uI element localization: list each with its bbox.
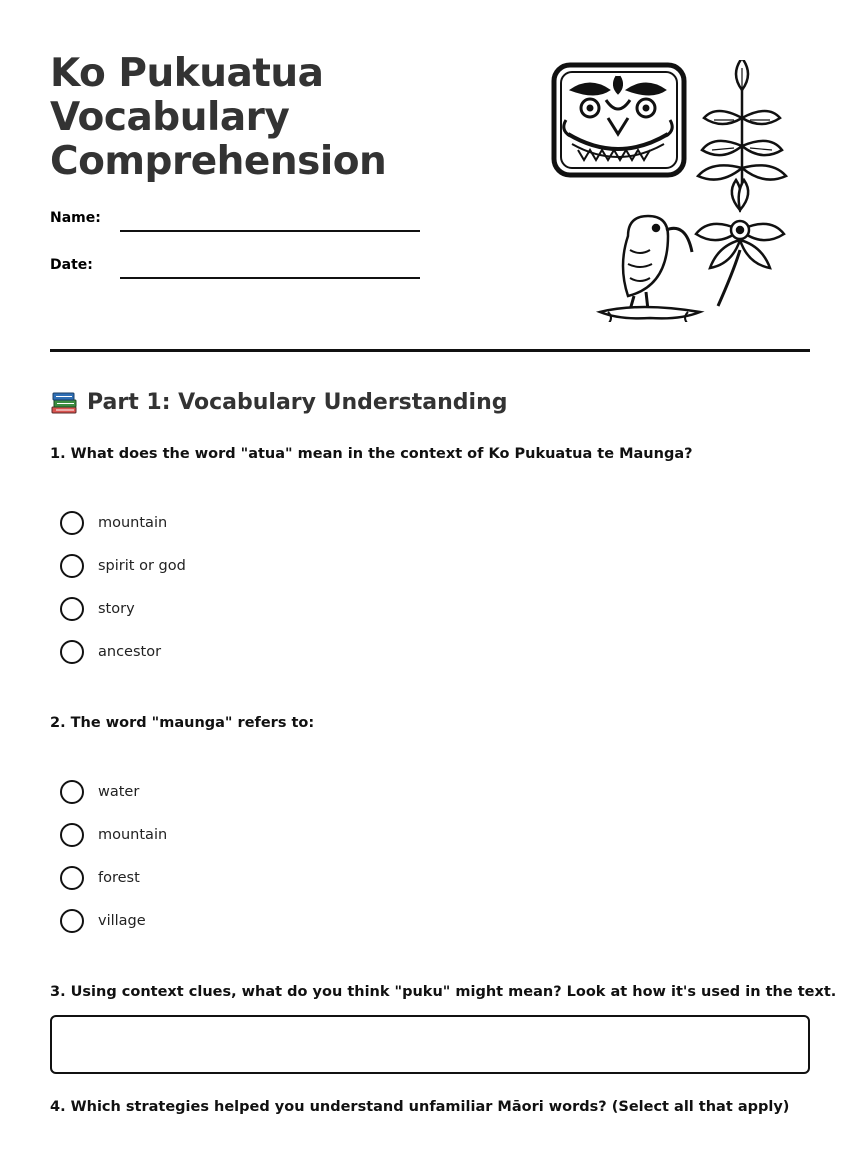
option-label: mountain <box>98 515 168 531</box>
header-divider <box>50 349 810 352</box>
name-field[interactable] <box>50 210 430 240</box>
part1-title: Part 1: Vocabulary Understanding <box>87 389 508 415</box>
option-label: story <box>98 601 135 617</box>
fern-leaf-icon <box>698 60 786 190</box>
option-label: ancestor <box>98 644 162 660</box>
q2-option-1[interactable] <box>60 779 139 805</box>
date-field[interactable] <box>50 257 430 287</box>
worksheet-title <box>50 52 510 184</box>
radio-button[interactable] <box>60 554 84 578</box>
question-1: 1. What does the word "atua" mean in the context of Ko Pukuatua te Maunga? <box>50 446 693 462</box>
radio-button[interactable] <box>60 866 84 890</box>
q1-option-3[interactable] <box>60 596 135 622</box>
illustration-group <box>548 60 798 322</box>
question-3: 3. Using context clues, what do you think "puku" might mean? Look at how it's used in the text. <box>50 984 837 1000</box>
option-label: water <box>98 784 140 800</box>
title-line-2: Vocabulary <box>50 95 290 140</box>
q1-option-2[interactable] <box>60 553 186 579</box>
radio-button[interactable] <box>60 511 84 535</box>
radio-button[interactable] <box>60 780 84 804</box>
title-line-3: Comprehension <box>50 139 387 184</box>
name-label: Name: <box>50 210 101 226</box>
books-icon <box>50 389 78 415</box>
q1-option-1[interactable] <box>60 510 167 536</box>
name-line[interactable] <box>120 230 420 232</box>
part1-heading <box>50 389 508 415</box>
option-label: village <box>98 913 146 929</box>
question-2: 2. The word "maunga" refers to: <box>50 715 315 731</box>
q2-option-2[interactable] <box>60 822 167 848</box>
kiwi-bird-icon <box>600 216 700 322</box>
date-line[interactable] <box>120 277 420 279</box>
option-label: spirit or god <box>98 558 186 574</box>
q1-option-4[interactable] <box>60 639 161 665</box>
option-label: mountain <box>98 827 168 843</box>
radio-button[interactable] <box>60 640 84 664</box>
q2-option-4[interactable] <box>60 908 146 934</box>
radio-button[interactable] <box>60 909 84 933</box>
q2-option-3[interactable] <box>60 865 140 891</box>
title-line-1: Ko Pukuatua <box>50 51 324 96</box>
option-label: forest <box>98 870 140 886</box>
flower-icon <box>696 180 784 306</box>
question-4: 4. Which strategies helped you understand unfamiliar Māori words? (Select all that apply) <box>50 1099 790 1115</box>
radio-button[interactable] <box>60 823 84 847</box>
carving-icon <box>554 65 684 175</box>
date-label: Date: <box>50 257 93 273</box>
q3-answer-field[interactable] <box>50 1015 810 1074</box>
radio-button[interactable] <box>60 597 84 621</box>
